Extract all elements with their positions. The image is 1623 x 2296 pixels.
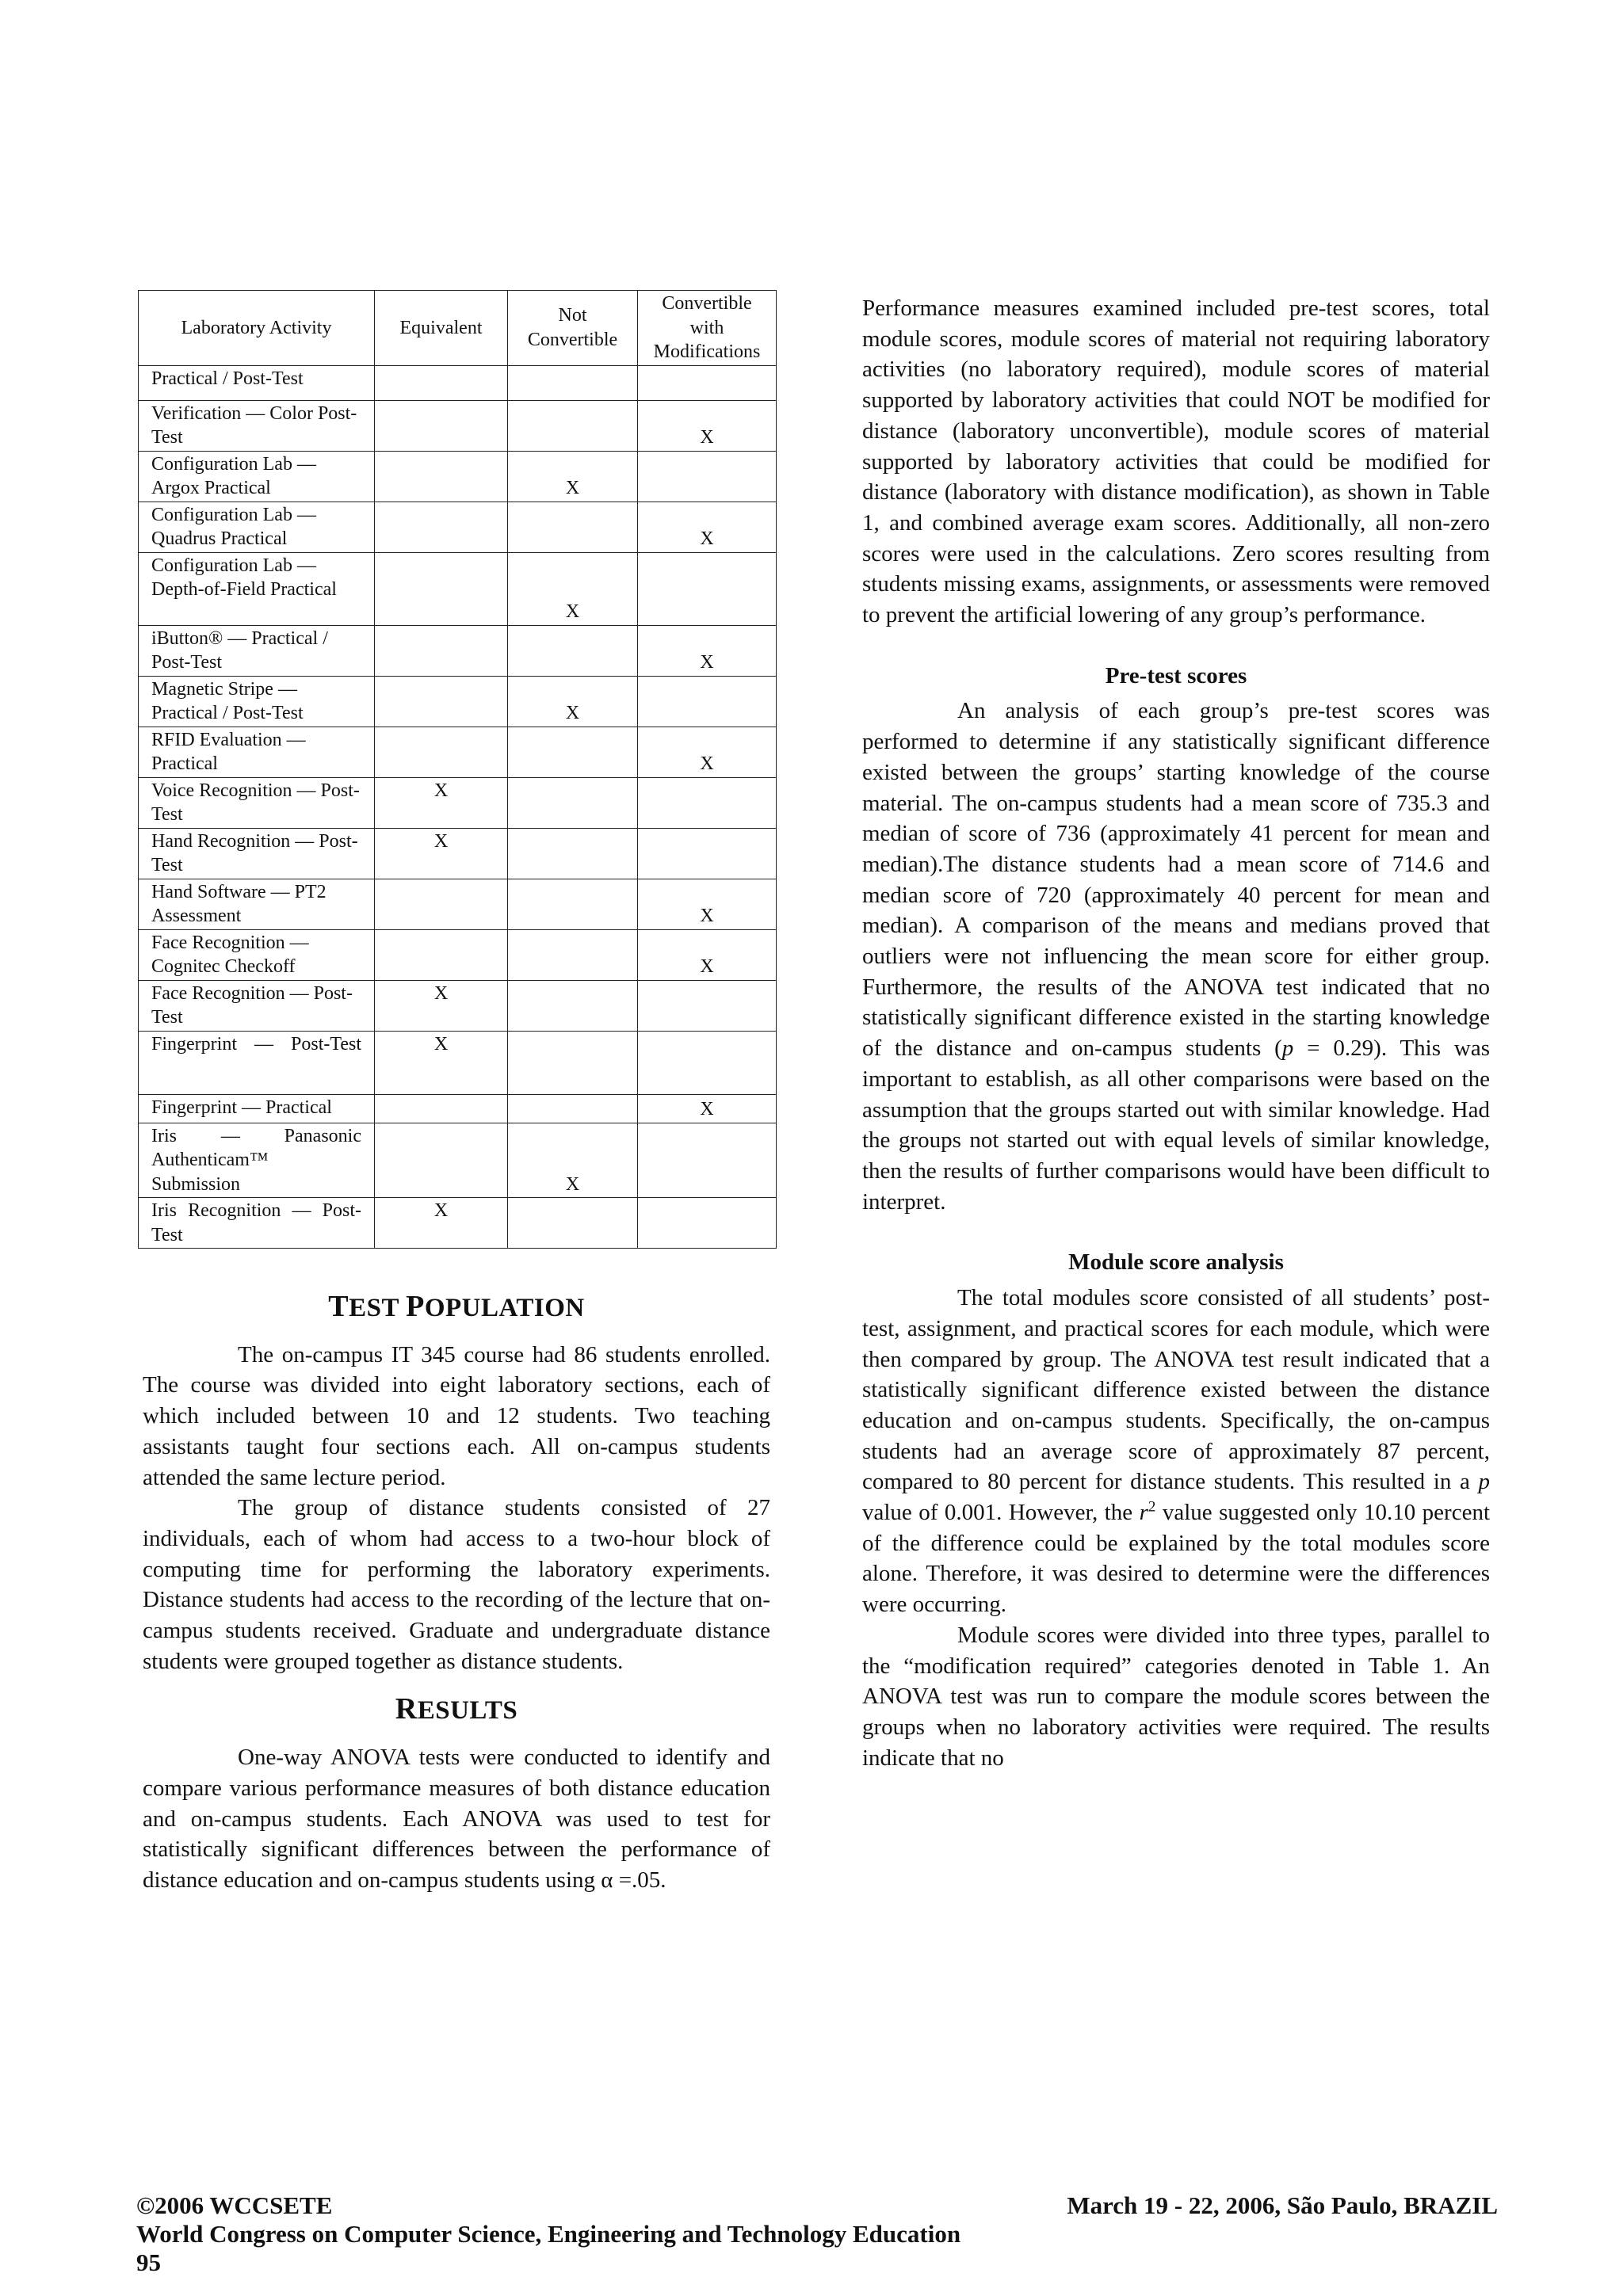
equivalent-cell (375, 929, 508, 980)
convertible-cell (638, 1031, 777, 1094)
equivalent-cell (375, 1094, 508, 1123)
table-row (139, 365, 777, 400)
test-population-heading: TEST POPULATION (328, 1290, 585, 1323)
not-convertible-cell: X (508, 676, 638, 727)
table-row (139, 676, 777, 727)
page-number: 95 (136, 2248, 161, 2276)
activity-cell: Hand Software — PT2 Assessment (139, 879, 375, 929)
activity-cell: iButton® — Practical / Post-Test (139, 625, 375, 676)
not-convertible-cell (508, 1094, 638, 1123)
left-column (143, 1291, 770, 1896)
equivalent-cell (375, 502, 508, 552)
convertible-cell (638, 676, 777, 727)
not-convertible-cell (508, 879, 638, 929)
not-convertible-cell (508, 777, 638, 828)
convertible-cell (638, 828, 777, 879)
laboratory-activity-table (138, 290, 777, 1249)
footer-conference: World Congress on Computer Science, Engineering and Technology Education (136, 2220, 961, 2248)
table-row (139, 929, 777, 980)
module-paragraph-1: The total modules score consisted of all students’ post-test, assignment, and practical scores for each module, which were then compared by group. The ANOVA test result indicated that a statistically significant difference existed between the distance education and on-campus students. Specifically, the on-campus students had an average score of approximately 87 percent, compared to 80 percent for distance students. This resulted in a p value of 0.001. However, the $r^2$ value suggested only 10.10 percent of the difference could be explained by the total modules score alone. Therefore, it was desired to determine were the differences were occurring. (862, 1285, 1490, 1618)
table-row (139, 1031, 777, 1094)
not-convertible-cell: X (508, 552, 638, 625)
table-body (139, 365, 777, 1249)
results-paragraph-2: Performance measures examined included pre-test scores, total module scores, module scores of material not requiring laboratory activities (no laboratory required), module scores of material supported by laboratory activities that could NOT be modified for distance (laboratory unconvertible), module scores of material supported by laboratory activities that could be modified for distance (laboratory with distance modification), as shown in Table 1, and combined average exam scores. Additionally, all non-zero scores were used in the calculations. Zero scores resulting from students missing exams, assignments, or assessments were removed to prevent the artificial lowering of any group’s performance. (862, 296, 1490, 628)
table-row (139, 879, 777, 929)
not-convertible-cell (508, 1198, 638, 1249)
not-convertible-cell (508, 929, 638, 980)
equivalent-cell (375, 400, 508, 451)
activity-cell: Face Recognition — Cognitec Checkoff (139, 929, 375, 980)
convertible-cell (638, 1123, 777, 1198)
not-convertible-cell (508, 1031, 638, 1094)
activity-cell: Hand Recognition — Post-Test (139, 828, 375, 879)
results-heading: RESULTS (395, 1692, 518, 1726)
table-row (139, 727, 777, 777)
not-convertible-cell (508, 365, 638, 400)
not-convertible-cell (508, 727, 638, 777)
equivalent-cell (375, 879, 508, 929)
header-convertible-with-modifications: Convertible with Modifications (638, 291, 777, 366)
equivalent-cell: X (375, 777, 508, 828)
activity-cell: Practical / Post-Test (139, 365, 375, 400)
table-row (139, 400, 777, 451)
not-convertible-cell: X (508, 451, 638, 502)
table-row (139, 502, 777, 552)
activity-cell: Face Recognition — Post-Test (139, 980, 375, 1031)
activity-cell: Iris — Panasonic Authenticam™ Submission (139, 1123, 375, 1198)
equivalent-cell: X (375, 980, 508, 1031)
convertible-cell: X (638, 400, 777, 451)
footer-copyright: ©2006 WCCSETE (136, 2191, 333, 2219)
equivalent-cell: X (375, 828, 508, 879)
activity-cell: Configuration Lab — Quadrus Practical (139, 502, 375, 552)
not-convertible-cell (508, 828, 638, 879)
test-population-paragraph-1: The on-campus IT 345 course had 86 students enrolled. The course was divided into eight laboratory sections, each of which included between 10 and 12 students. Two teaching assistants taught four sections each. All on-campus students attended the same lecture period. (143, 1341, 770, 1490)
equivalent-cell (375, 1123, 508, 1198)
not-convertible-cell (508, 400, 638, 451)
table-row (139, 828, 777, 879)
pretest-paragraph: An analysis of each group’s pre-test scores was performed to determine if any statistically significant difference existed between the groups’ starting knowledge of the course material. The on-campus students had a mean score of 735.3 and median of score of 736 (approximately 41 percent for mean and median).The distance students had a mean score of 714.6 and median score of 720 (approximately 40 percent for mean and median). A comparison of the means and medians proved that outliers were not influencing the mean score for either group. Furthermore, the results of the ANOVA test indicated that no statistically significant difference existed in the starting knowledge of the distance and on-campus students (p = 0.29). This was important to establish, as all other comparisons were based on the assumption that the groups started out with similar knowledge. Had the groups not started out with equal levels of similar knowledge, then the results of further comparisons would have been difficult to interpret. (862, 698, 1490, 1215)
header-laboratory-activity: Laboratory Activity (139, 291, 375, 366)
convertible-cell (638, 1198, 777, 1249)
footer-dates: March 19 - 22, 2006, São Paulo, BRAZIL (1067, 2191, 1498, 2219)
convertible-cell: X (638, 625, 777, 676)
activity-cell: Fingerprint — Post-Test (139, 1031, 375, 1094)
module-heading: Module score analysis (1068, 1249, 1284, 1276)
not-convertible-cell (508, 625, 638, 676)
equivalent-cell (375, 552, 508, 625)
not-convertible-cell: X (508, 1123, 638, 1198)
table-row (139, 1094, 777, 1123)
activity-cell: Voice Recognition — Post-Test (139, 777, 375, 828)
module-paragraph-2: Module scores were divided into three types, parallel to the “modification required” categories denoted in Table 1. An ANOVA test was run to compare the module scores between the groups when no laboratory activities were required. The results indicate that no (862, 1622, 1490, 1771)
equivalent-cell (375, 676, 508, 727)
equivalent-cell: X (375, 1031, 508, 1094)
not-convertible-cell (508, 980, 638, 1031)
header-equivalent: Equivalent (375, 291, 508, 366)
table-row (139, 625, 777, 676)
convertible-cell: X (638, 879, 777, 929)
not-convertible-cell (508, 502, 638, 552)
table-row (139, 451, 777, 502)
activity-cell: Fingerprint — Practical (139, 1094, 375, 1123)
results-paragraph-1: One-way ANOVA tests were conducted to identify and compare various performance measures of both distance education and on-campus students. Each ANOVA was used to test for statistically significant differences between the performance of distance education and on-campus students using α =.05. (143, 1745, 770, 1893)
activity-cell: Verification — Color Post-Test (139, 400, 375, 451)
convertible-cell: X (638, 727, 777, 777)
test-population-paragraph-2: The group of distance students consisted of 27 individuals, each of whom had access to a two-hour block of computing time for performing the laboratory experiments. Distance students had access to the recording of the lecture that on-campus students received. Graduate and undergraduate distance students were grouped together as distance students. (143, 1495, 770, 1674)
convertible-cell: X (638, 929, 777, 980)
table-row (139, 980, 777, 1031)
convertible-cell (638, 365, 777, 400)
table-row (139, 552, 777, 625)
table-row (139, 777, 777, 828)
table-row (139, 1123, 777, 1198)
activity-cell: Magnetic Stripe — Practical / Post-Test (139, 676, 375, 727)
convertible-cell (638, 451, 777, 502)
activity-cell: Iris Recognition — Post-Test (139, 1198, 375, 1249)
equivalent-cell (375, 625, 508, 676)
convertible-cell: X (638, 1094, 777, 1123)
equivalent-cell (375, 365, 508, 400)
convertible-cell: X (638, 502, 777, 552)
convertible-cell (638, 552, 777, 625)
equivalent-cell (375, 451, 508, 502)
activity-cell: Configuration Lab — Argox Practical (139, 451, 375, 502)
table-row (139, 1198, 777, 1249)
activity-cell: RFID Evaluation — Practical (139, 727, 375, 777)
convertible-cell (638, 980, 777, 1031)
equivalent-cell: X (375, 1198, 508, 1249)
pretest-heading: Pre-test scores (1105, 662, 1247, 688)
equivalent-cell (375, 727, 508, 777)
right-column (862, 293, 1490, 1773)
convertible-cell (638, 777, 777, 828)
activity-cell: Configuration Lab — Depth-of-Field Practical (139, 552, 375, 625)
header-not-convertible: Not Convertible (508, 291, 638, 366)
